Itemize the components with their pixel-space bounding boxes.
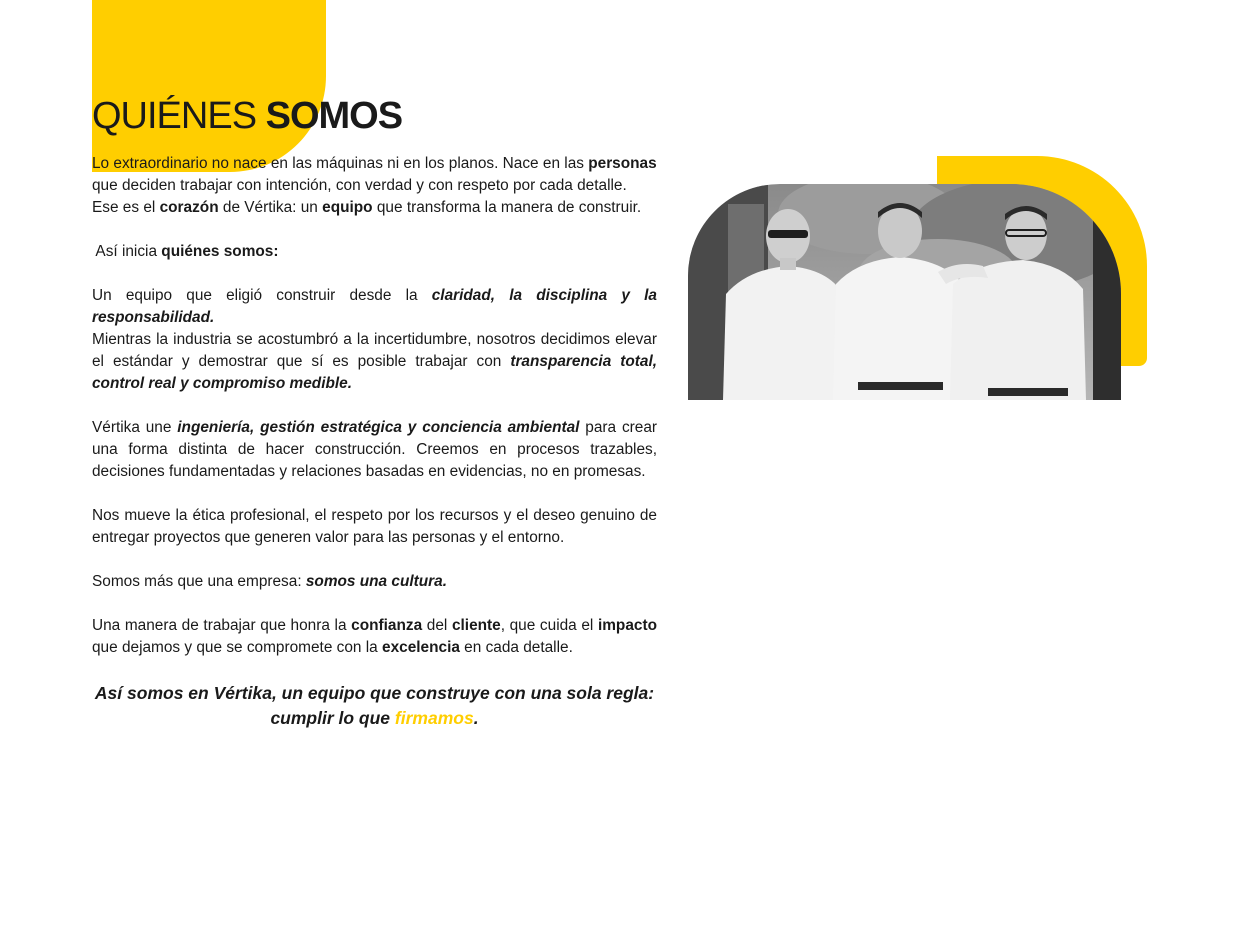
team-photo (688, 184, 1121, 400)
bold-run: cliente (451, 617, 501, 634)
bold-italic-run: claridad, la disciplina y la responsabilidad. (92, 287, 657, 326)
page-title (92, 92, 402, 140)
text-run: Vértika une (92, 419, 178, 436)
paragraph-vertika (92, 417, 657, 483)
paragraph-intro (92, 153, 657, 219)
team-photo-illustration (688, 184, 1121, 400)
bold-run: corazón (159, 199, 219, 216)
bold-italic-run: transparencia total, control real y compromiso medible. (92, 353, 657, 392)
text-run: que transforma la manera de construir. (372, 199, 642, 216)
text-run: que deciden trabajar con intención, con verdad y con respeto por cada detalle. Ese es el (92, 177, 627, 216)
text-run: Lo extraordinario no nace en las máquinas ni en los planos. Nace en las (92, 155, 589, 172)
text-run: Así somos en Vértika, un equipo que construye con una sola regla: cumplir lo que (94, 683, 655, 728)
text-run: Nos mueve la ética profesional, el respeto por los recursos y el deseo genuino de entregar proyectos que generen valor para las personas y el entorno. (92, 507, 657, 546)
paragraph-team (92, 285, 657, 329)
text-run: en cada detalle. (459, 639, 573, 656)
paragraph-standard (92, 329, 657, 395)
closing-statement (92, 681, 657, 731)
highlight-run: firmamos (394, 708, 474, 728)
text-run: del (422, 617, 452, 634)
title-bold: SOMOS (265, 95, 403, 137)
paragraph-values (92, 615, 657, 659)
text-run: , que cuida el (500, 617, 598, 634)
bold-run: excelencia (382, 639, 460, 656)
text-run: que dejamos y que se compromete con la (92, 639, 383, 656)
bold-italic-run: somos una cultura. (305, 573, 447, 590)
paragraph-lead-in (92, 241, 657, 263)
text-run: Somos más que una empresa: (92, 573, 306, 590)
text-run: Un equipo que eligió construir desde la (92, 287, 432, 304)
bold-run: equipo (322, 199, 373, 216)
text-run: Así inicia (92, 243, 162, 260)
bold-run: confianza (351, 617, 423, 634)
text-run: para crear una forma distinta de hacer construcción. Creemos en procesos trazables, decisiones fundamentadas y relaciones basadas en evidencias, no en promesas. (92, 419, 658, 480)
text-run: . (473, 708, 479, 728)
bold-run: personas (588, 155, 657, 172)
text-run: Mientras la industria se acostumbró a la incertidumbre, nosotros decidimos elevar el estándar y demostrar que sí es posible trabajar con (92, 331, 657, 370)
bold-run: quiénes somos: (161, 243, 279, 260)
text-run: Una manera de trabajar que honra la (92, 617, 352, 634)
paragraph-culture (92, 571, 657, 593)
bold-run: impacto (597, 617, 657, 634)
bold-italic-run: ingeniería, gestión estratégica y conciencia ambiental (177, 419, 580, 436)
text-run: de Vértika: un (218, 199, 323, 216)
title-light: QUIÉNES (92, 95, 257, 137)
decorative-yellow-tab (92, 0, 326, 172)
about-text (92, 153, 657, 753)
paragraph-ethics (92, 505, 657, 549)
